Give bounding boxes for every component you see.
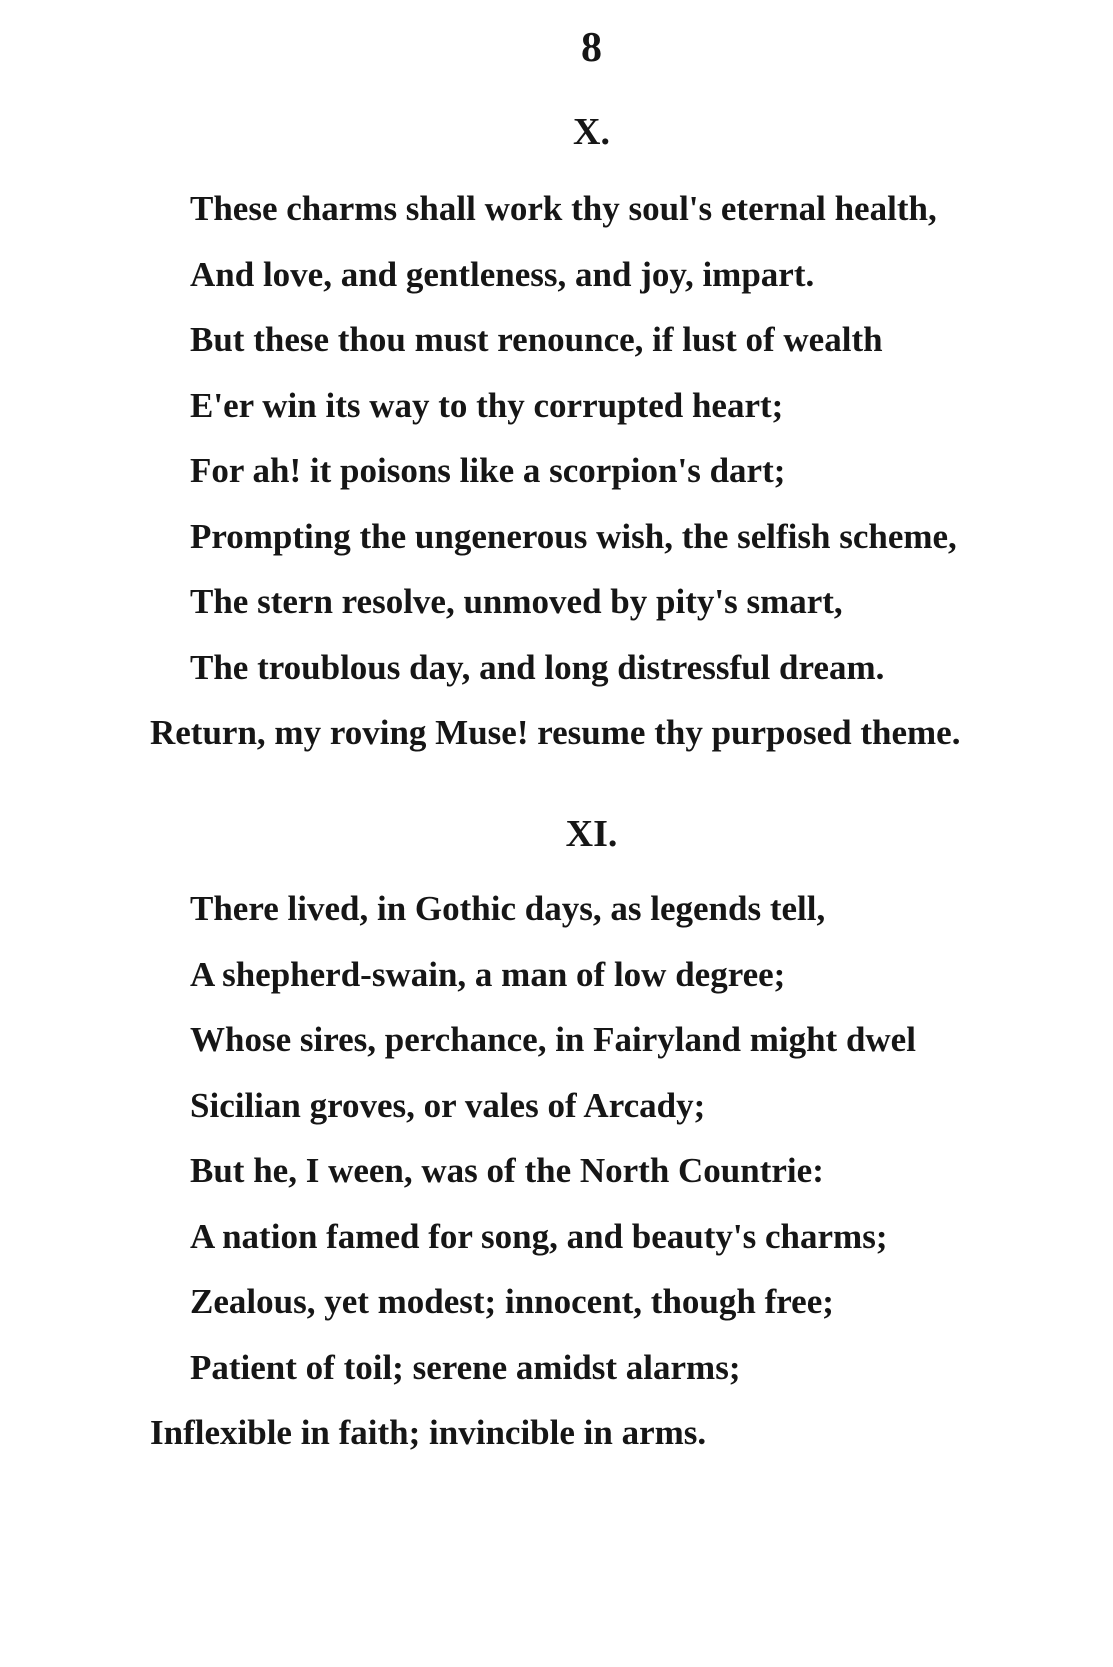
verse-line: The stern resolve, unmoved by pity's smart, [190, 582, 843, 621]
verse-line-alexandrine: Return, my roving Muse! resume thy purposed theme. [150, 713, 961, 752]
stanza-x [0, 184, 1113, 774]
stanza-xi [0, 884, 1113, 1474]
verse-line: Zealous, yet modest; innocent, though free; [190, 1282, 834, 1321]
verse-line: These charms shall work thy soul's eternal health, [190, 189, 937, 228]
verse-line: The troublous day, and long distressful dream. [190, 647, 885, 687]
stanza-numeral-xi: XI. [565, 813, 618, 855]
verse-line: Whose sires, perchance, in Fairyland might dwel [190, 1020, 916, 1059]
verse-line: But he, I ween, was of the North Countrie: [190, 1151, 824, 1190]
stanza-numeral-x: X. [573, 111, 610, 153]
verse-line: Patient of toil; serene amidst alarms; [190, 1347, 741, 1387]
page-number: 8 [581, 25, 602, 71]
verse-line: A nation famed for song, and beauty's charms; [190, 1216, 888, 1256]
verse-line: Prompting the ungenerous wish, the selfish scheme, [190, 516, 957, 556]
verse-line: But these thou must renounce, if lust of wealth [190, 320, 883, 359]
verse-line: E'er win its way to thy corrupted heart; [190, 385, 784, 425]
verse-line: Sicilian groves, or vales of Arcady; [190, 1085, 706, 1125]
verse-line: And love, and gentleness, and joy, impart. [190, 254, 815, 294]
verse-line-alexandrine: Inflexible in faith; invincible in arms. [150, 1413, 707, 1452]
verse-line: There lived, in Gothic days, as legends tell, [190, 889, 826, 928]
verse-line: A shepherd-swain, a man of low degree; [190, 954, 786, 994]
verse-line: For ah! it poisons like a scorpion's dart; [190, 451, 786, 490]
